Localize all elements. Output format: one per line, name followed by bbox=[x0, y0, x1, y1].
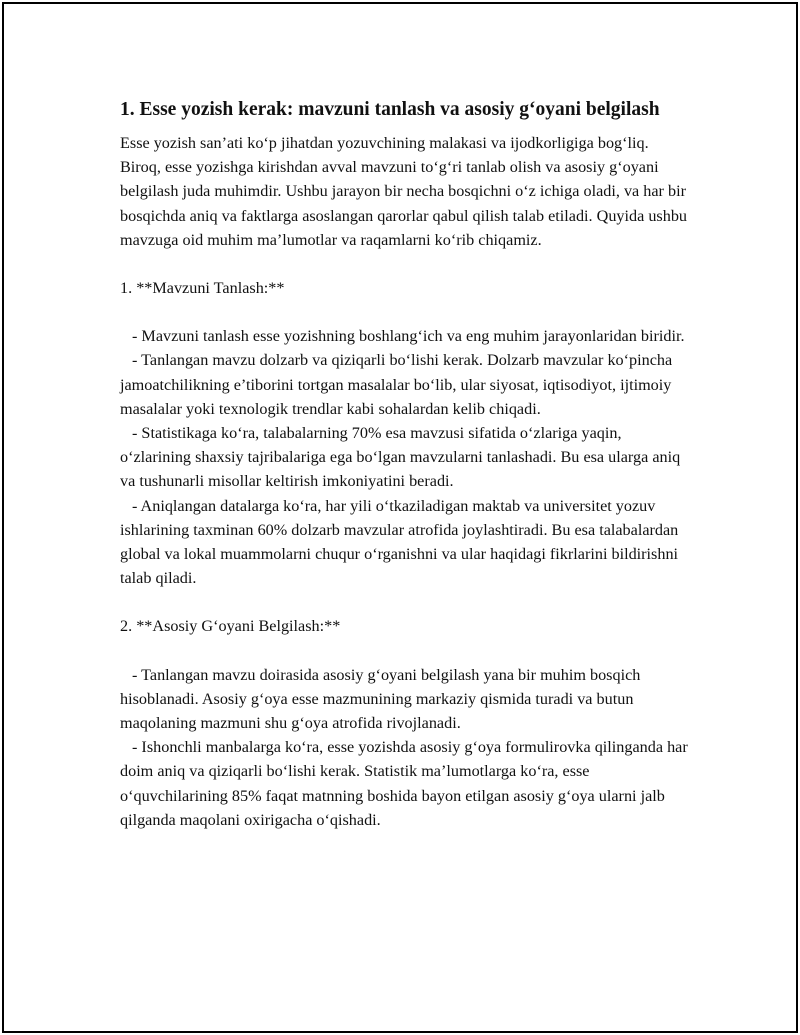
intro-paragraph: Esse yozish san’ati ko‘p jihatdan yozuvchining malakasi va ijodkorligiga bog‘liq. Biroq, esse yozishga kirishdan avval mavzuni to‘g‘ri tanlab olish va asosiy g‘oyani belgilash juda muhimdir. Ushbu jarayon bir necha bosqichni o‘z ichiga oladi, va har bir bosqichda aniq va faktlarga asoslangan qarorlar qabul qilish talab etiladi. Quyida ushbu mavzuga oid muhim ma’lumotlar va raqamlarni ko‘rib chiqamiz. bbox=[120, 134, 688, 249]
bullet-item bbox=[120, 421, 690, 494]
section-bullets-topic-selection bbox=[120, 324, 690, 590]
bullet-text: - Tanlangan mavzu doirasida asosiy g‘oyani belgilash yana bir muhim bosqich hisoblanadi. Asosiy g‘oya esse mazmunining markaziy qismida turadi va butun maqolaning mazmuni shu g‘oya atrofida rivojlanadi. bbox=[120, 665, 641, 733]
section-bullets-main-idea bbox=[120, 663, 690, 832]
section-heading-topic-selection: 1. **Mavzuni Tanlash:** bbox=[120, 279, 285, 298]
page-frame bbox=[2, 2, 798, 1033]
bullet-item bbox=[120, 324, 690, 348]
bullet-text: - Aniqlangan datalarga ko‘ra, har yili o‘tkaziladigan maktab va universitet yozuv ishlarining taxminan 60% dolzarb mavzular atrofida joylashtiradi. Bu esa talabalardan global va lokal muammolarni chuqur o‘rganishni va ular haqidagi fikrlarini bildirishni talab qiladi. bbox=[120, 496, 679, 588]
bullet-text: - Tanlangan mavzu dolzarb va qiziqarli bo‘lishi kerak. Dolzarb mavzular ko‘pincha jamoatchilikning e’tiborini tortgan masalalar bo‘lib, ular siyosat, iqtisodiyot, ijtimoiy masalalar yoki texnologik trendlar kabi sohalardan kelib chiqadi. bbox=[120, 351, 673, 418]
bullet-item bbox=[120, 663, 690, 736]
bullet-item bbox=[120, 735, 690, 832]
bullet-item bbox=[120, 348, 690, 421]
section-heading-main-idea: 2. **Asosiy G‘oyani Belgilash:** bbox=[120, 617, 341, 636]
bullet-text: - Statistikaga ko‘ra, talabalarning 70% esa mavzusi sifatida o‘zlariga yaqin, o‘zlarining shaxsiy tajribalariga ega bo‘lgan mavzularni tanlashadi. Bu esa ularga aniq va tushunarli misollar keltirish imkoniyatini beradi. bbox=[120, 424, 681, 491]
bullet-text: - Mavzuni tanlash esse yozishning boshlang‘ich va eng muhim jarayonlaridan biridir. bbox=[132, 327, 685, 346]
document-title: 1. Esse yozish kerak: mavzuni tanlash va asosiy g‘oyani belgilash bbox=[120, 99, 660, 120]
bullet-text: - Ishonchli manbalarga ko‘ra, esse yozishda asosiy g‘oya formulirovka qilinganda har doim aniq va qiziqarli bo‘lishi kerak. Statistik ma’lumotlarga ko‘ra, esse o‘quvchilarining 85% faqat matnning boshida bayon etilgan asosiy g‘oya ularni jalb qilganda maqolani oxirigacha o‘qishadi. bbox=[120, 738, 688, 829]
bullet-item bbox=[120, 494, 690, 591]
document-body bbox=[120, 96, 690, 832]
